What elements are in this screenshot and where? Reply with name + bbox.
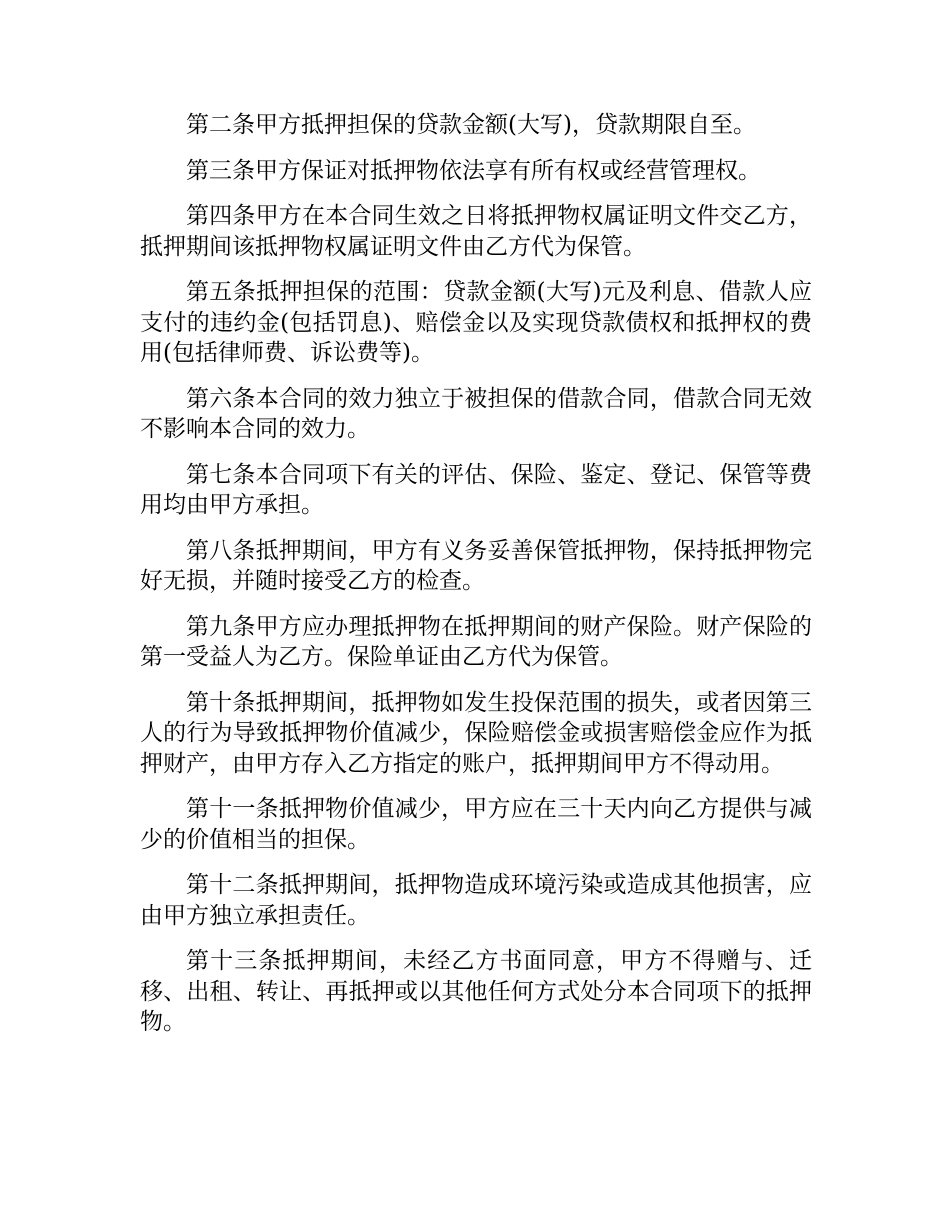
clause-12: 第十二条抵押期间，抵押物造成环境污染或造成其他损害，应由甲方独立承担责任。	[140, 872, 812, 929]
clause-4: 第四条甲方在本合同生效之日将抵押物权属证明文件交乙方，抵押期间该抵押物权属证明文件由乙方代为保管。	[140, 203, 812, 260]
clause-13: 第十三条抵押期间，未经乙方书面同意，甲方不得赠与、迁移、出租、转让、再抵押或以其他任何方式处分本合同项下的抵押物。	[140, 948, 812, 1035]
document-page	[140, 110, 812, 1053]
clause-9: 第九条甲方应办理抵押物在抵押期间的财产保险。财产保险的第一受益人为乙方。保险单证由乙方代为保管。	[140, 613, 812, 670]
clause-3: 第三条甲方保证对抵押物依法享有所有权或经营管理权。	[186, 157, 761, 184]
clause-10: 第十条抵押期间，抵押物如发生投保范围的损失，或者因第三人的行为导致抵押物价值减少，保险赔偿金或损害赔偿金应作为抵押财产，由甲方存入乙方指定的账户，抵押期间甲方不得动用。	[140, 689, 812, 777]
clause-11: 第十一条抵押物价值减少，甲方应在三十天内向乙方提供与减少的价值相当的担保。	[140, 796, 812, 853]
clause-6: 第六条本合同的效力独立于被担保的借款合同，借款合同无效不影响本合同的效力。	[140, 385, 812, 442]
clause-5: 第五条抵押担保的范围：贷款金额(大写)元及利息、借款人应支付的违约金(包括罚息)、赔偿金以及实现贷款债权和抵押权的费用(包括律师费、诉讼费等)。	[140, 279, 812, 366]
clause-2: 第二条甲方抵押担保的贷款金额(大写)，贷款期限自至。	[186, 112, 756, 138]
clause-7: 第七条本合同项下有关的评估、保险、鉴定、登记、保管等费用均由甲方承担。	[140, 461, 812, 518]
clause-8: 第八条抵押期间，甲方有义务妥善保管抵押物，保持抵押物完好无损，并随时接受乙方的检查。	[140, 537, 812, 594]
